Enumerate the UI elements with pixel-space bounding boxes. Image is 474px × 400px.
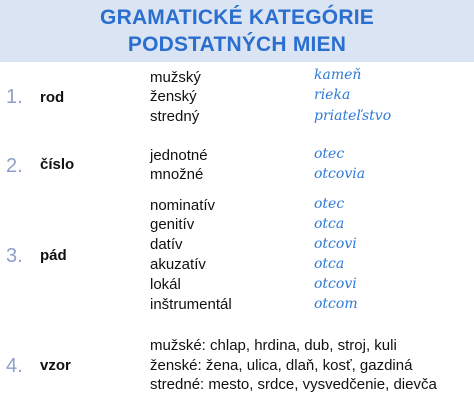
section-number: 2. (6, 155, 23, 177)
example: priateľstvo (314, 108, 392, 124)
example: otca (314, 256, 345, 272)
example: rieka (314, 87, 351, 103)
example: otcom (314, 296, 358, 312)
example: otcovi (314, 276, 357, 292)
pattern-line-masculine: mužské: chlap, hrdina, dub, stroj, kuli (150, 337, 397, 354)
term: akuzatív (150, 256, 206, 273)
term: genitív (150, 216, 195, 233)
term: nominatív (150, 197, 216, 214)
term: ženský (150, 88, 197, 105)
section-number: 3. (6, 245, 23, 267)
section-label: rod (40, 89, 65, 106)
section-label: číslo (40, 156, 75, 173)
section-number: 4. (6, 355, 23, 377)
section-number: 1. (6, 86, 23, 108)
title-line-1: GRAMATICKÉ KATEGÓRIE (100, 6, 374, 29)
example: otcovi (314, 236, 357, 252)
term: lokál (150, 276, 181, 293)
term: mužský (150, 69, 201, 86)
example: otcovia (314, 166, 366, 182)
example: otca (314, 216, 345, 232)
example: otec (314, 146, 345, 162)
section-label: pád (40, 247, 67, 264)
term: datív (150, 236, 183, 253)
term: jednotné (150, 147, 208, 164)
title-line-2: PODSTATNÝCH MIEN (127, 33, 347, 56)
example: otec (314, 196, 345, 212)
pattern-line-feminine: ženské: žena, ulica, dlaň, kosť, gazdiná (150, 357, 413, 374)
term: inštrumentál (150, 296, 232, 313)
term: množné (150, 166, 204, 183)
pattern-line-neuter: stredné: mesto, srdce, vysvedčenie, dievča (150, 376, 437, 393)
example: kameň (314, 67, 362, 83)
term: stredný (150, 108, 200, 125)
title-banner (0, 0, 474, 62)
section-label: vzor (40, 357, 71, 374)
